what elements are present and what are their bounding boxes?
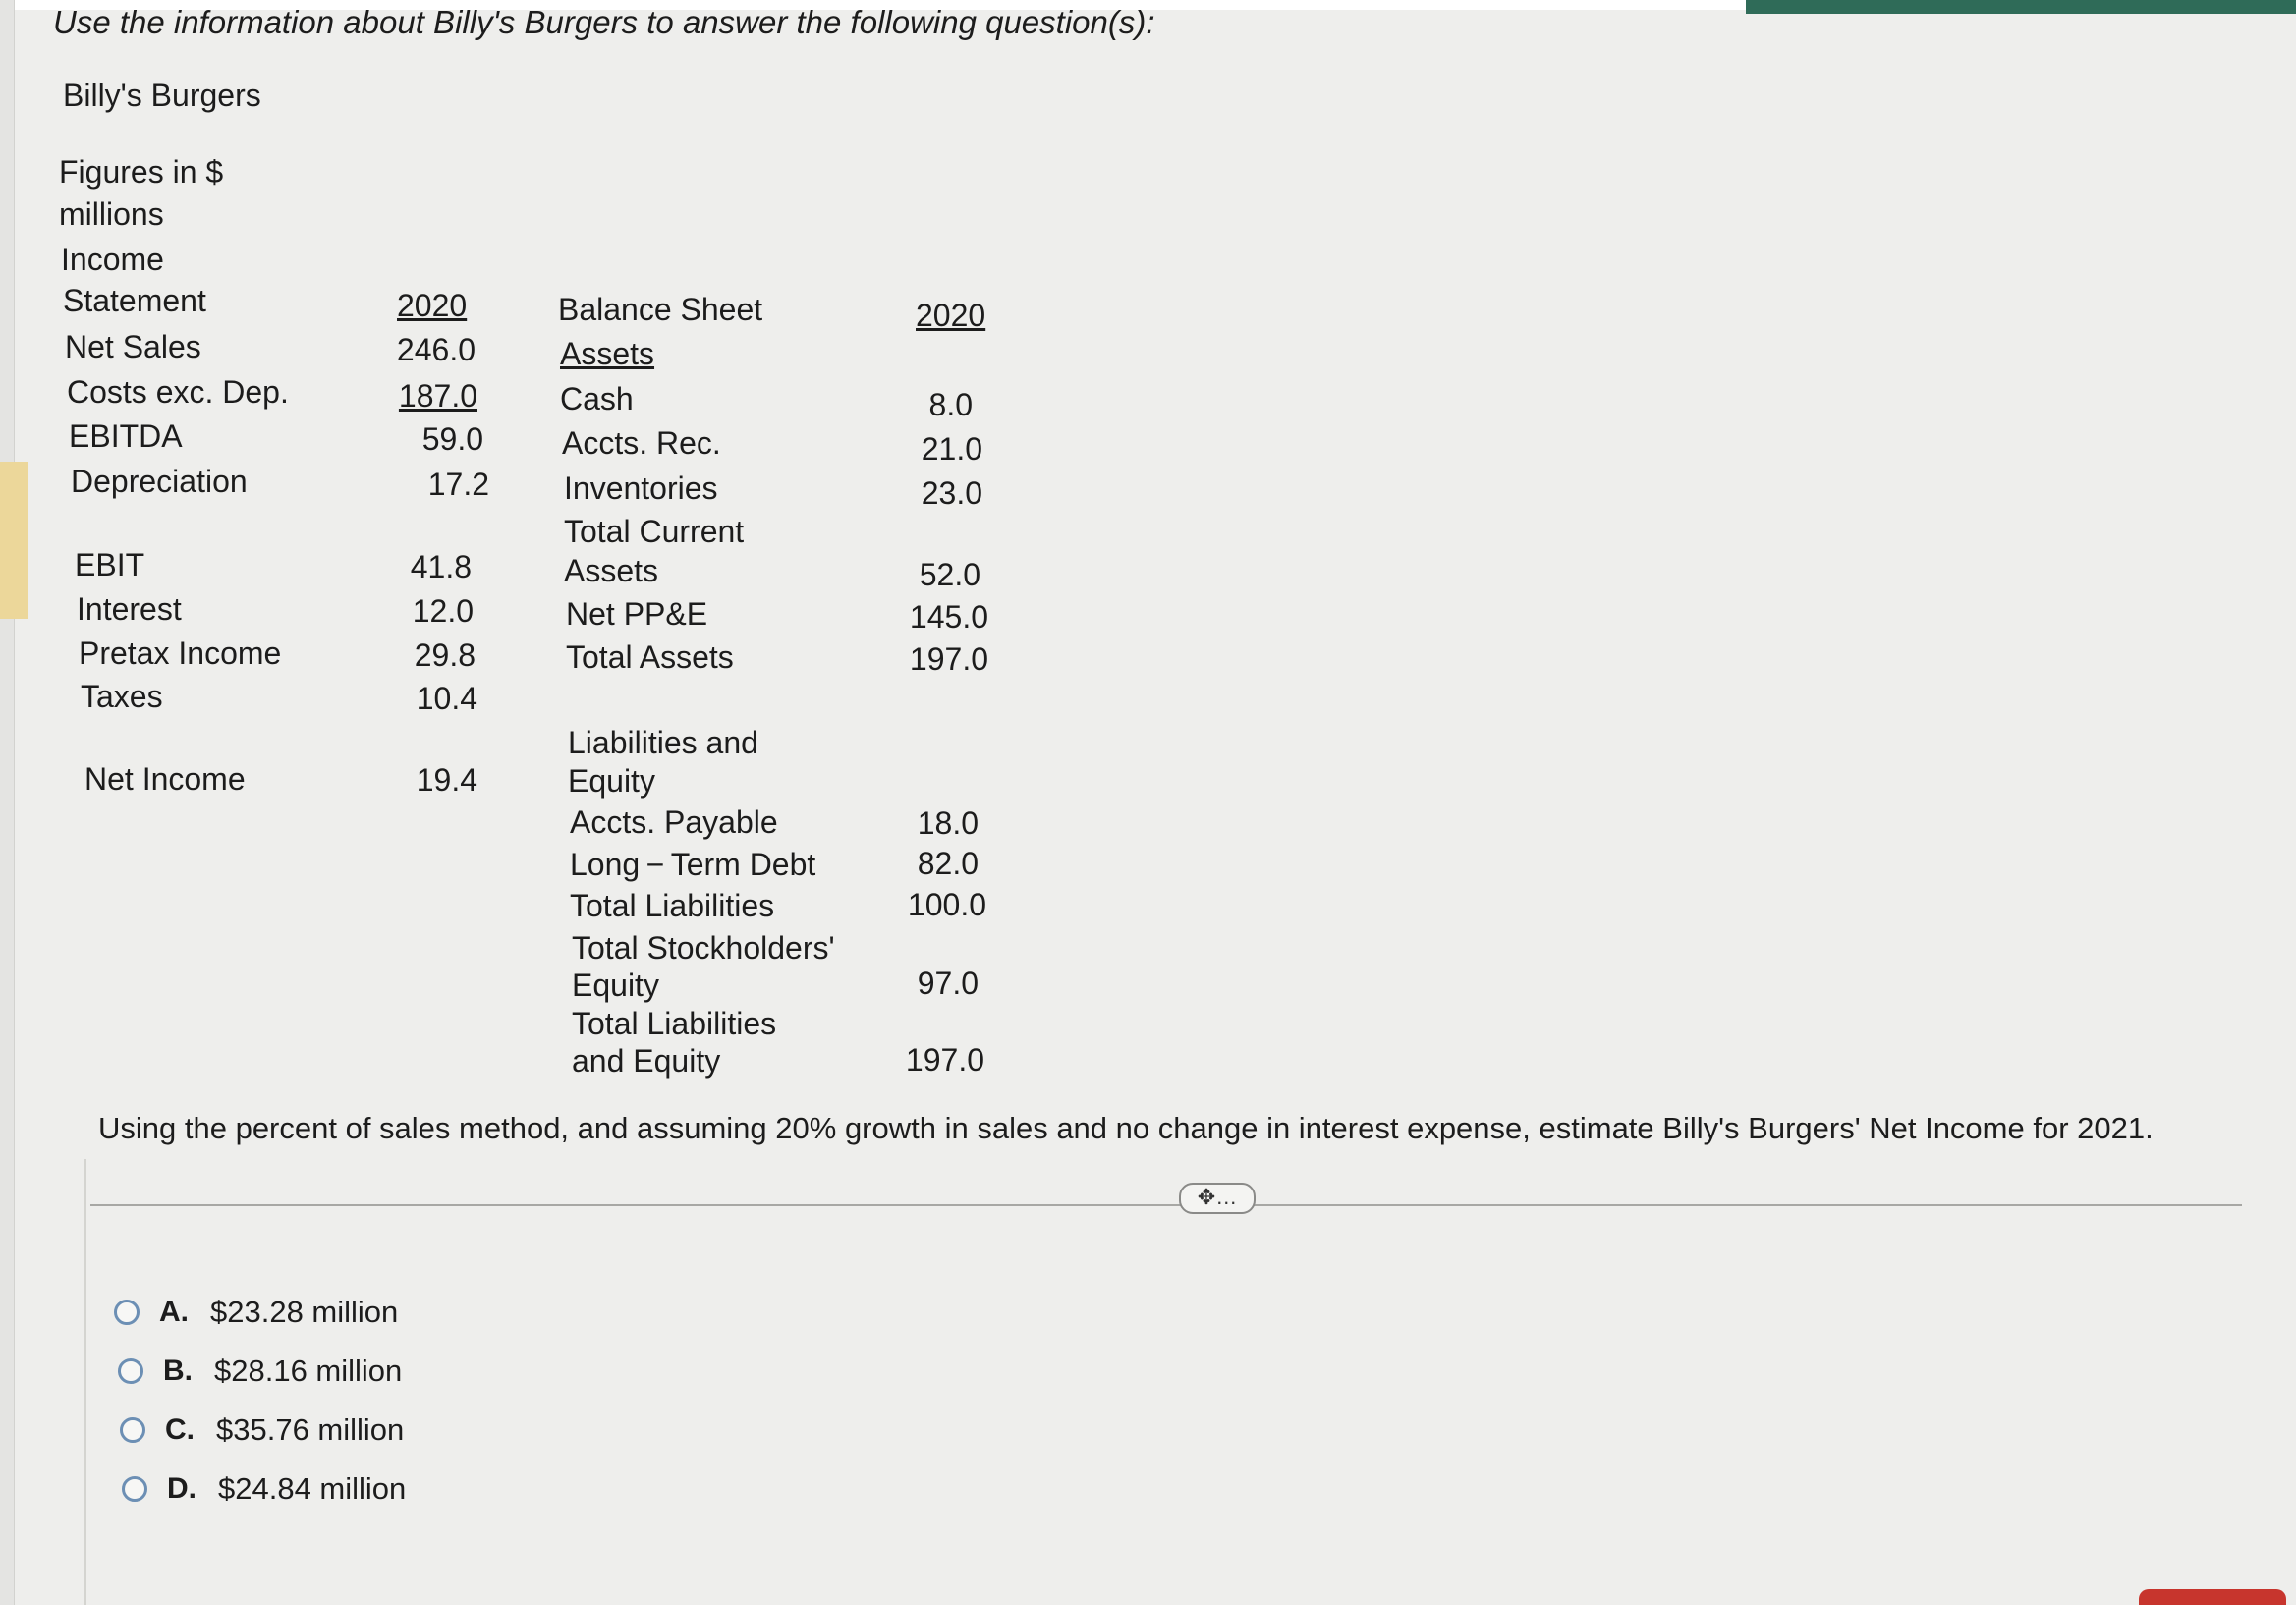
radio-icon[interactable] — [118, 1358, 143, 1384]
question-divider — [90, 1204, 2242, 1206]
is-value-ebit: 41.8 — [410, 549, 472, 584]
question-text: Using the percent of sales method, and assuming 20% growth in sales and no change in interest expense, estimate Billy's Burgers' Net Income for 2021. — [98, 1111, 2154, 1145]
bs-label-total-liab-equity-line2: and Equity — [572, 1043, 721, 1079]
bs-value-long-term-debt: 82.0 — [917, 846, 979, 881]
option-text: $23.28 million — [210, 1295, 399, 1329]
instruction-text: Use the information about Billy's Burgers to answer the following question(s): — [53, 4, 1155, 40]
is-label-costs: Costs exc. Dep. — [67, 374, 289, 410]
bs-value-inventories: 23.0 — [921, 475, 982, 511]
bs-label-receivables: Accts. Rec. — [562, 425, 721, 461]
bs-label-long-term-debt: Long − Term Debt — [570, 847, 816, 882]
units-label-line1: Figures in $ — [59, 154, 224, 190]
bs-label-total-equity-line1: Total Stockholders' — [572, 930, 835, 966]
radio-icon[interactable] — [114, 1300, 140, 1325]
bs-value-total-current-assets: 52.0 — [919, 557, 980, 592]
bs-value-net-ppe: 145.0 — [909, 599, 988, 635]
is-value-taxes: 10.4 — [416, 681, 477, 716]
expand-button[interactable]: ✥… — [1179, 1183, 1256, 1214]
option-c[interactable] — [120, 1409, 404, 1452]
content-edge — [84, 1159, 86, 1605]
income-statement-heading-line1: Income — [61, 242, 164, 277]
is-value-costs: 187.0 — [398, 378, 477, 414]
income-statement-heading-line2: Statement — [63, 283, 206, 318]
option-letter: A. — [159, 1296, 189, 1328]
option-letter: C. — [165, 1413, 195, 1446]
bs-label-total-current-assets-line1: Total Current — [564, 514, 745, 549]
option-b[interactable] — [118, 1350, 402, 1393]
option-text: $24.84 million — [218, 1471, 407, 1506]
radio-icon[interactable] — [122, 1476, 147, 1502]
radio-icon[interactable] — [120, 1417, 145, 1443]
bs-value-total-equity: 97.0 — [917, 966, 979, 1001]
liabilities-heading-line2: Equity — [568, 763, 655, 799]
bs-value-payables: 18.0 — [917, 805, 979, 841]
bs-value-total-liab-equity: 197.0 — [905, 1042, 984, 1078]
is-value-interest: 12.0 — [412, 593, 474, 629]
submit-button[interactable] — [2139, 1589, 2286, 1605]
units-label-line2: millions — [59, 196, 164, 232]
bs-label-inventories: Inventories — [564, 470, 718, 506]
balance-sheet-heading: Balance Sheet — [558, 292, 763, 327]
is-value-pretax-income: 29.8 — [414, 637, 476, 673]
bs-label-total-assets: Total Assets — [566, 639, 734, 675]
option-letter: D. — [167, 1472, 196, 1505]
is-label-pretax-income: Pretax Income — [79, 636, 282, 671]
is-label-taxes: Taxes — [81, 679, 163, 714]
bs-value-total-liabilities: 100.0 — [907, 887, 986, 922]
bs-label-total-liab-equity-line1: Total Liabilities — [572, 1006, 777, 1041]
is-value-net-income: 19.4 — [416, 762, 477, 798]
is-value-net-sales: 246.0 — [396, 332, 476, 367]
company-name: Billy's Burgers — [63, 78, 261, 113]
bs-label-total-liabilities: Total Liabilities — [570, 888, 775, 923]
option-d[interactable] — [122, 1467, 406, 1511]
balance-sheet-year: 2020 — [916, 298, 986, 333]
is-label-interest: Interest — [77, 591, 182, 627]
bs-label-total-equity-line2: Equity — [572, 968, 659, 1003]
left-rail — [0, 0, 15, 1605]
bs-label-cash: Cash — [560, 381, 634, 416]
is-value-depreciation: 17.2 — [427, 467, 489, 502]
bs-label-total-current-assets-line2: Assets — [564, 553, 659, 588]
income-statement-year: 2020 — [397, 288, 468, 323]
option-a[interactable] — [114, 1291, 398, 1334]
is-label-net-sales: Net Sales — [65, 329, 201, 364]
bs-value-receivables: 21.0 — [921, 431, 982, 467]
is-label-ebit: EBIT — [75, 547, 145, 582]
assets-heading: Assets — [560, 336, 655, 371]
option-text: $35.76 million — [216, 1412, 405, 1447]
bs-value-cash: 8.0 — [928, 387, 973, 422]
bs-label-payables: Accts. Payable — [570, 804, 778, 840]
is-label-depreciation: Depreciation — [71, 464, 248, 499]
bs-label-net-ppe: Net PP&E — [566, 596, 708, 632]
liabilities-heading-line1: Liabilities and — [568, 725, 758, 760]
is-value-ebitda: 59.0 — [421, 421, 483, 457]
rail-highlight — [0, 462, 28, 619]
is-label-ebitda: EBITDA — [69, 418, 183, 454]
bs-value-total-assets: 197.0 — [909, 641, 988, 677]
header-accent-bar — [1746, 0, 2296, 14]
is-label-net-income: Net Income — [84, 761, 246, 797]
option-text: $28.16 million — [214, 1354, 403, 1388]
option-letter: B. — [163, 1355, 193, 1387]
